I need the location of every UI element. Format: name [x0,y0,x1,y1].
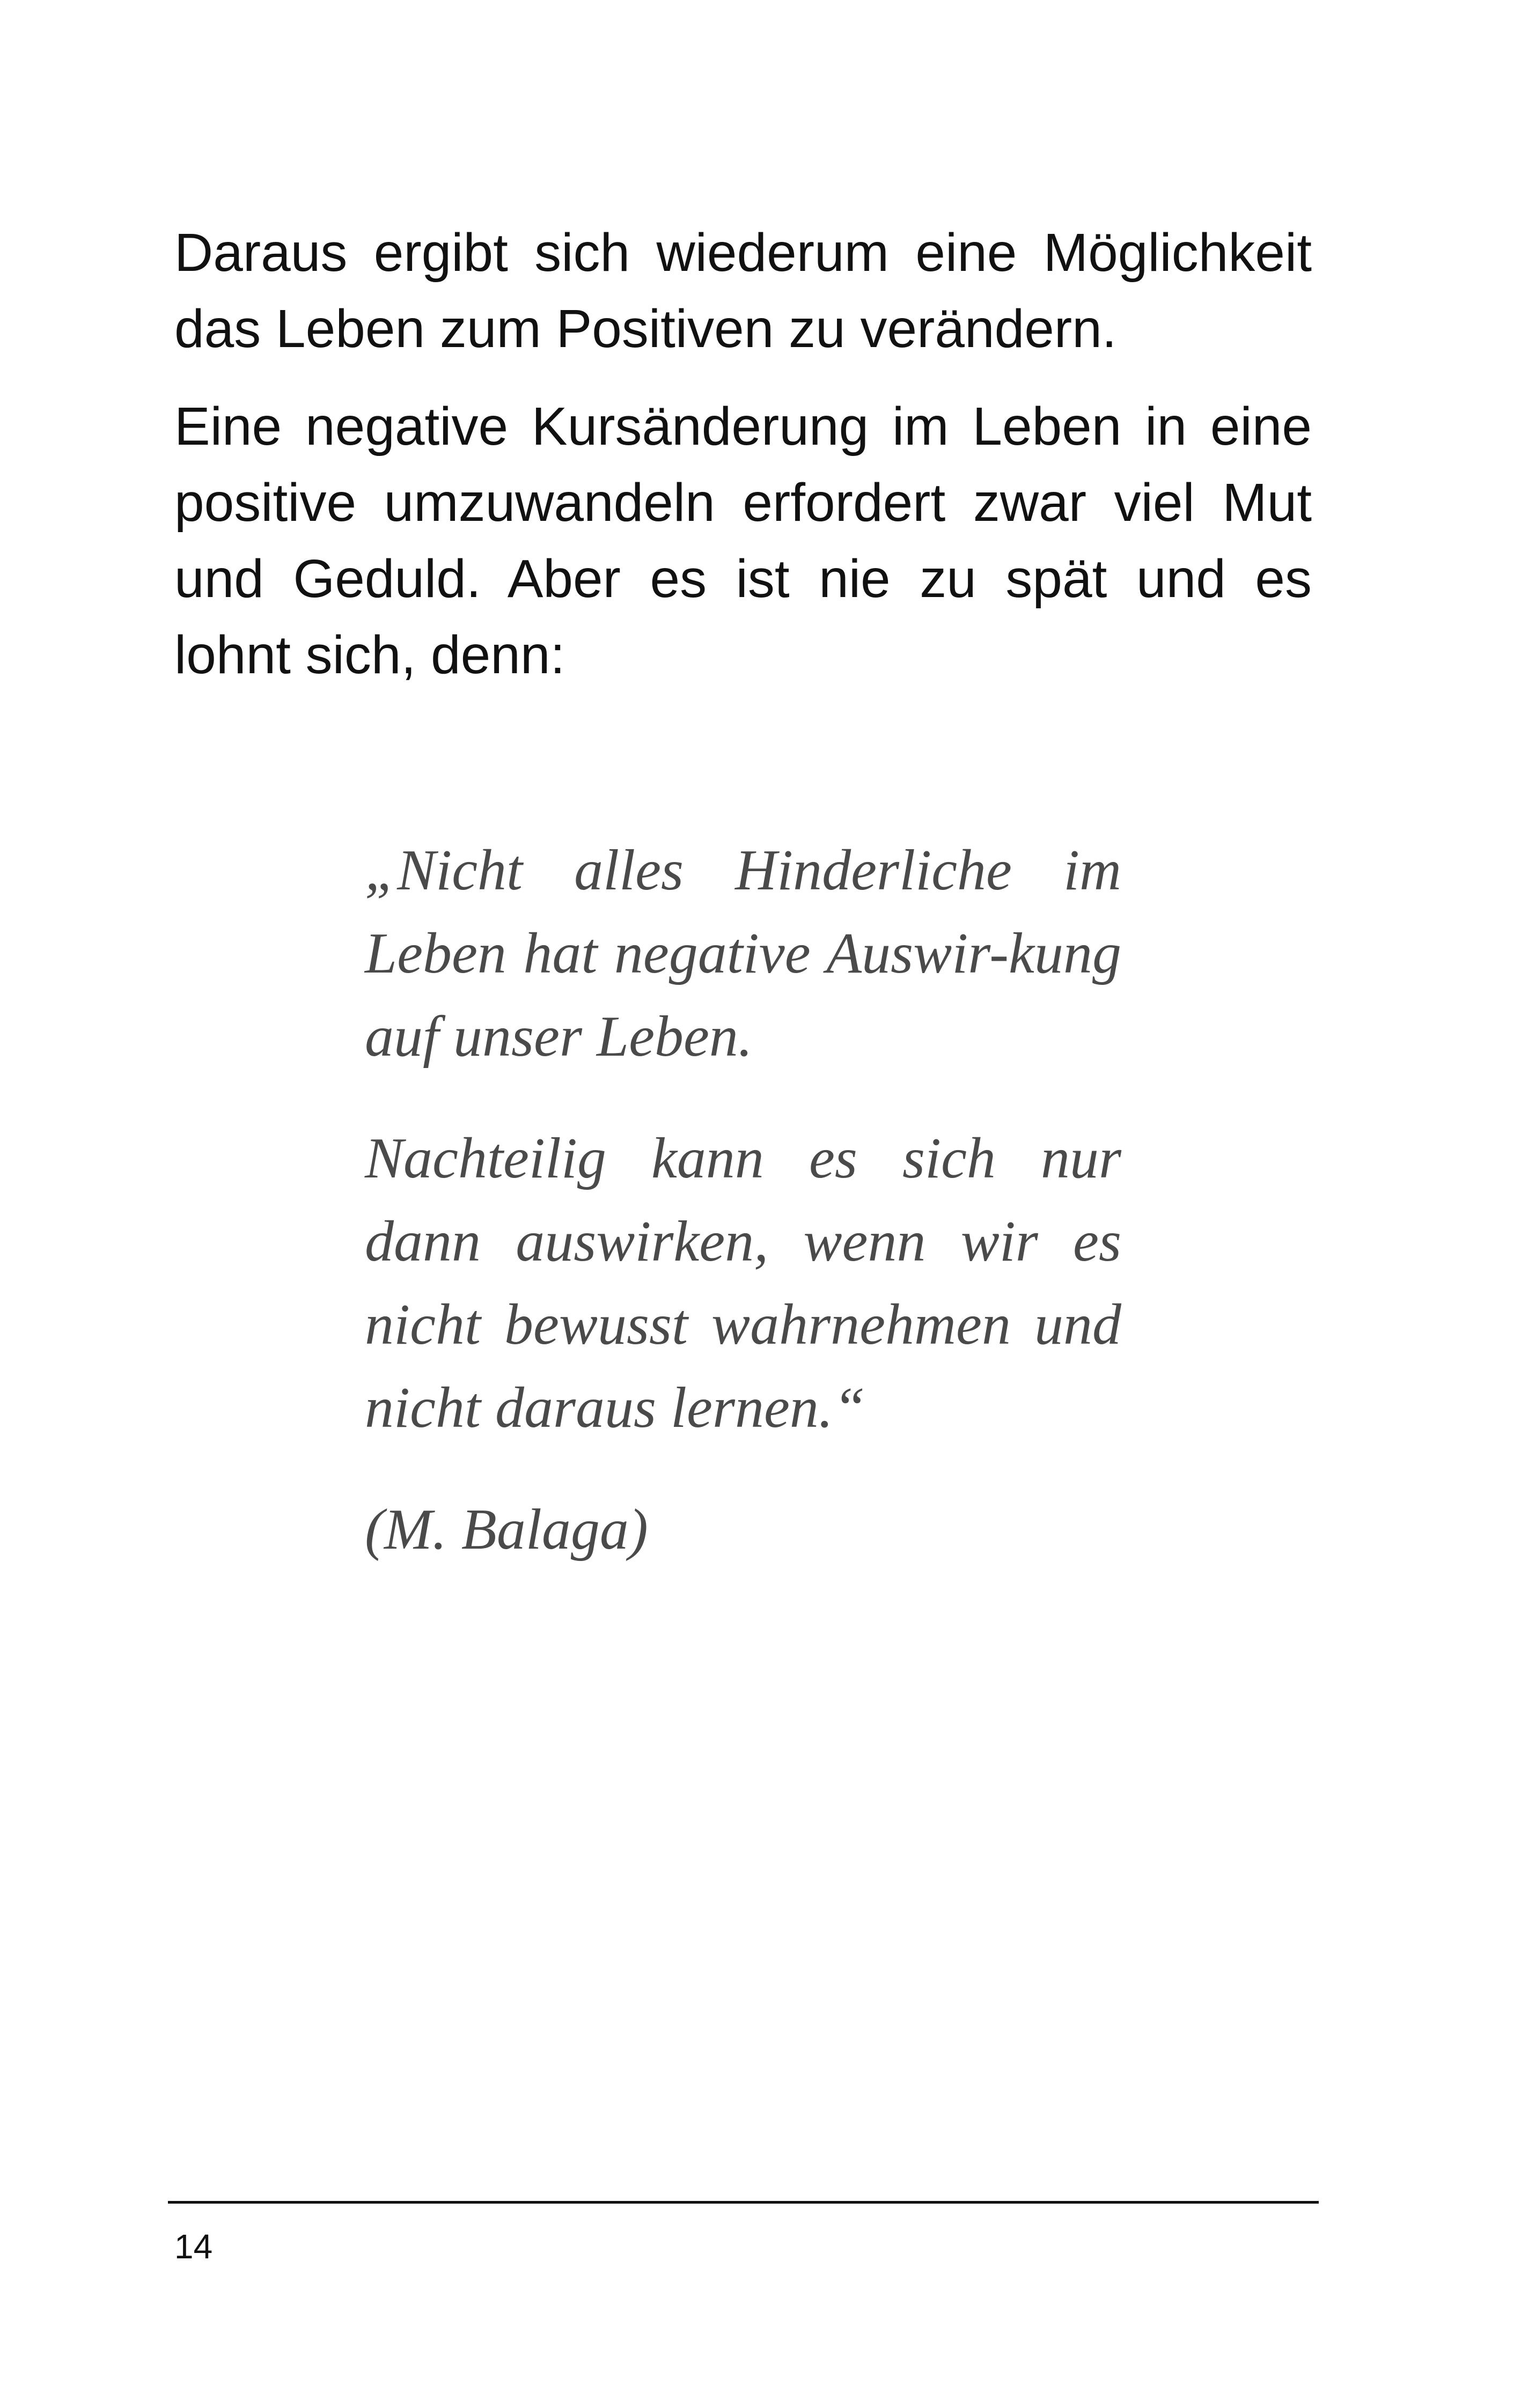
quote-paragraph: Nachteilig kann es sich nur dann auswirken, wenn wir es nicht bewusst wahrnehmen und nicht daraus lernen.“ [365,1126,1121,1440]
footer-divider [168,2201,1319,2204]
quote-attribution: (M. Balaga) [365,1498,648,1562]
body-paragraph: Eine negative Kursänderung im Leben in eine positive umzuwandeln erfordert zwar viel Mut und Geduld. Aber es ist nie zu spät und es lohnt sich, denn: [174,396,1312,685]
body-text [174,215,1312,715]
quote-paragraph: „Nicht alles Hinderliche im Leben hat negative Auswir-kung auf unser Leben. [365,838,1121,1069]
page-number: 14 [174,2227,213,2266]
body-paragraph: Daraus ergibt sich wiederum eine Möglichkeit das Leben zum Positiven zu verändern. [174,223,1312,359]
quote-block [365,829,1121,1610]
